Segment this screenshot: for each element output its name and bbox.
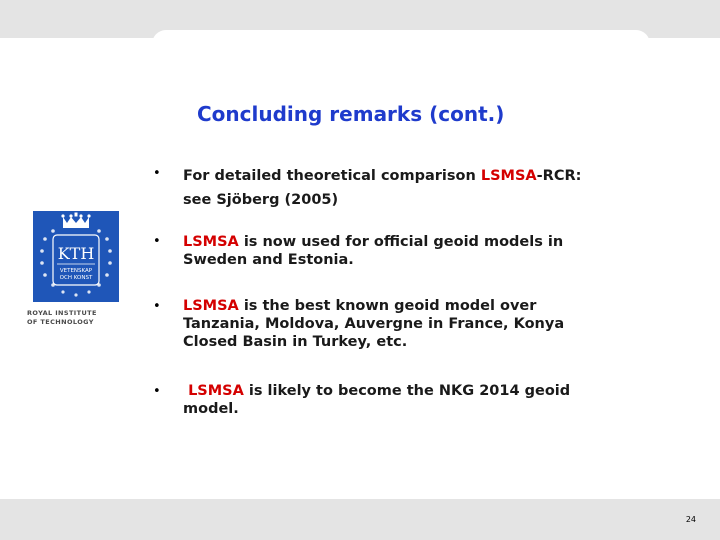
item-1-post: -RCR: xyxy=(536,168,582,184)
item-4-highlight: LSMSA xyxy=(188,383,244,399)
logo-caption xyxy=(27,309,127,327)
list-item-1 xyxy=(183,164,628,212)
item-3-highlight: LSMSA xyxy=(183,298,239,314)
item-1-pre: For detailed theoretical comparison xyxy=(183,168,481,184)
list-item-3-line3: Closed Basin in Turkey, etc. xyxy=(183,334,408,350)
page-number: 24 xyxy=(685,515,696,524)
list-item-2-line1 xyxy=(183,233,628,251)
item-2-highlight: LSMSA xyxy=(183,234,239,250)
bullet-4: • xyxy=(153,384,161,399)
item-1-highlight: LSMSA xyxy=(480,168,537,184)
list-item-3 xyxy=(183,297,628,351)
kth-logo xyxy=(33,211,119,302)
kth-crest-icon xyxy=(33,211,119,302)
kth-motto-line2: OCH KONST xyxy=(59,275,93,281)
logo-caption-line1: ROYAL INSTITUTE xyxy=(27,309,97,317)
list-item-4-line1 xyxy=(183,382,628,400)
bullet-3: • xyxy=(153,299,161,314)
list-item-2-line2: Sweden and Estonia. xyxy=(183,252,354,268)
list-item-1-line2: see Sjöberg (2005) xyxy=(183,192,339,208)
list-item-3-line2: Tanzania, Moldova, Auvergne in France, Konya xyxy=(183,316,565,332)
bullet-2: • xyxy=(153,234,161,249)
list-item-2 xyxy=(183,233,628,269)
slide-title: Concluding remarks (cont.) xyxy=(197,102,505,126)
kth-motto-line1: VETENSKAP xyxy=(59,268,93,274)
item-3-post: is the best known geoid model over xyxy=(238,298,537,314)
item-4-post: is likely to become the NKG 2014 geoid xyxy=(243,383,571,399)
kth-wordmark: KTH xyxy=(57,244,95,263)
bullet-1: • xyxy=(153,166,161,181)
logo-caption-line2: OF TECHNOLOGY xyxy=(27,318,94,326)
list-item-1-line1 xyxy=(183,164,628,188)
list-item-3-line1 xyxy=(183,297,628,315)
bottom-band xyxy=(0,499,720,540)
item-2-post: is now used for official geoid models in xyxy=(238,234,564,250)
list-item-4-line2: model. xyxy=(183,401,239,417)
list-item-4 xyxy=(183,382,628,418)
